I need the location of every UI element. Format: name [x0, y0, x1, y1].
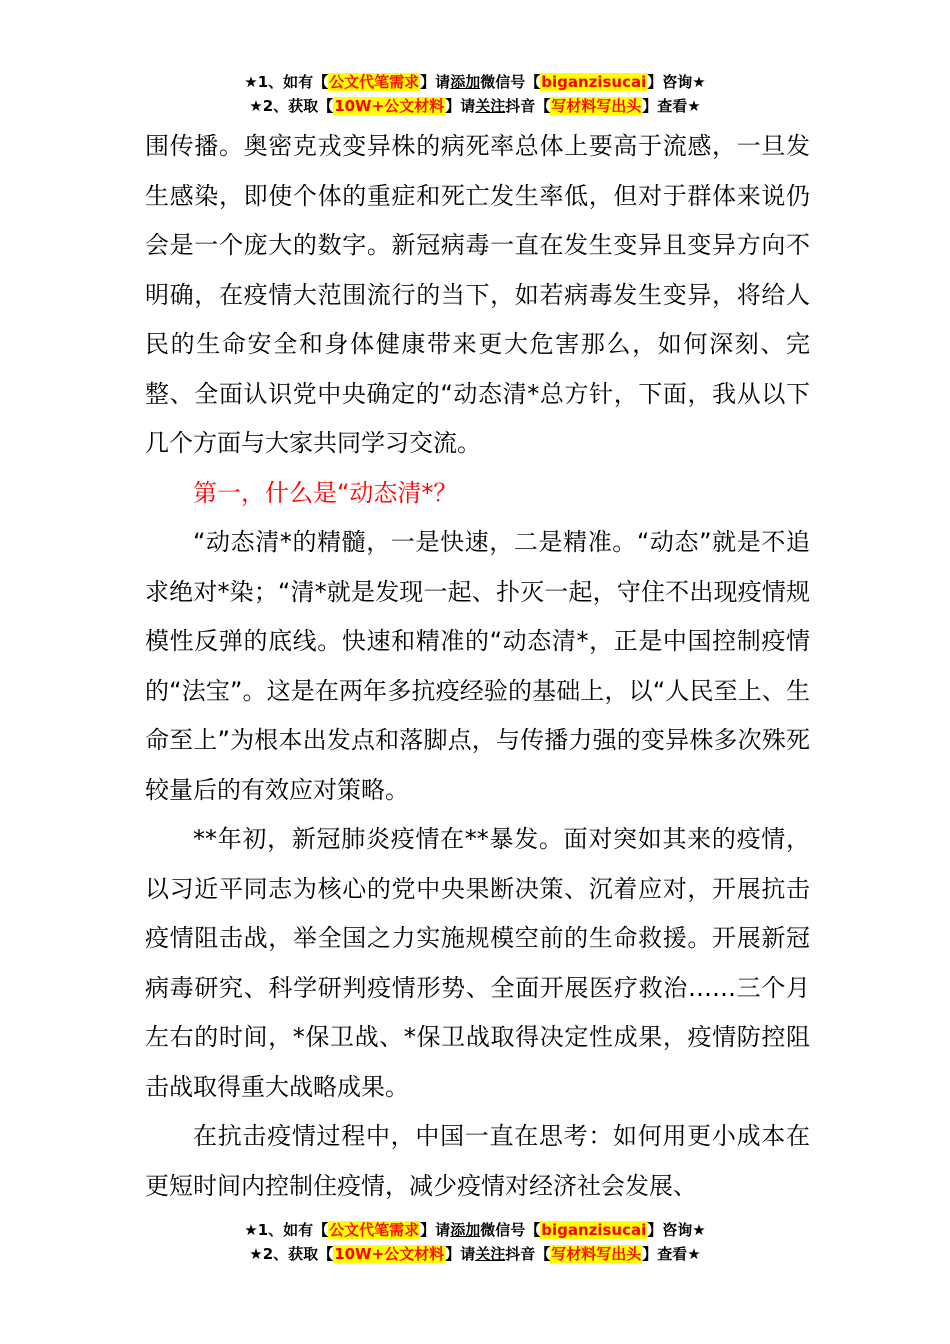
- paragraph-3: **年初，新冠肺炎疫情在**暴发。面对突如其来的疫情，以习近平同志为核心的党中央果断决策、沉着应对，开展抗击疫情阻击战，举全国之力实施规模空前的生命救援。开展新冠病毒研究、科学研判疫情形势、全面开展医疗救治……三个月左右的时间，*保卫战、*保卫战取得决定性成果，疫情防控阻击战取得重大战略成果。: [145, 825, 810, 1101]
- banner-text: 】请: [445, 97, 476, 115]
- banner-text: 】请: [420, 73, 451, 91]
- banner-highlight: 写材料写出头: [551, 97, 642, 115]
- banner-text: 】咨询★: [647, 1221, 706, 1239]
- banner-highlight: 写材料写出头: [551, 1245, 642, 1263]
- paragraph-1: 围传播。奥密克戎变异株的病死率总体上要高于流感，一旦发生感染，即使个体的重症和死亡发生率低，但对于群体来说仍会是一个庞大的数字。新冠病毒一直在发生变异且变异方向不明确，在疫情大范围流行的当下，如若病毒发生变异，将给人民的生命安全和身体健康带来更大危害那么，如何深刻、完整、全面认识党中央确定的“动态清*总方针，下面，我从以下几个方面与大家共同学习交流。: [145, 132, 810, 457]
- banner-line-2: [0, 1242, 950, 1266]
- banner-text: 】查看★: [642, 97, 701, 115]
- banner-line-2: [0, 94, 950, 118]
- banner-underlined: 关注: [475, 1245, 506, 1263]
- footer-banner: [0, 1218, 950, 1266]
- banner-highlight: 10W+公文材料: [334, 97, 445, 115]
- banner-text: 抖音【: [505, 97, 551, 115]
- banner-underlined: 添加: [450, 73, 481, 91]
- header-banner: [0, 70, 950, 118]
- banner-text: 】请: [420, 1221, 451, 1239]
- banner-highlight: 公文代笔需求: [329, 73, 420, 91]
- banner-text: 】查看★: [642, 1245, 701, 1263]
- banner-underlined: 添加: [450, 1221, 481, 1239]
- banner-highlight: 10W+公文材料: [334, 1245, 445, 1263]
- banner-text: 】请: [445, 1245, 476, 1263]
- banner-text: 微信号【: [480, 73, 541, 91]
- banner-text: ★1、如有【: [244, 1221, 329, 1239]
- banner-highlight: biganzisucai: [541, 73, 647, 91]
- document-body: [145, 122, 810, 1211]
- banner-highlight: 公文代笔需求: [329, 1221, 420, 1239]
- banner-line-1: [0, 70, 950, 94]
- banner-text: ★2、获取【: [249, 97, 334, 115]
- section-heading: 第一，什么是“动态清*？: [193, 478, 458, 507]
- banner-underlined: 关注: [475, 97, 506, 115]
- banner-line-1: [0, 1218, 950, 1242]
- banner-text: 微信号【: [480, 1221, 541, 1239]
- paragraph-2: “动态清*的精髓，一是快速，二是精准。“动态”就是不追求绝对*染；“清*就是发现一起、扑灭一起，守住不出现疫情规模性反弹的底线。快速和精准的“动态清*，正是中国控制疫情的“法宝”。这是在两年多抗疫经验的基础上，以“人民至上、生命至上”为根本出发点和落脚点，与传播力强的变异株多次殊死较量后的有效应对策略。: [145, 528, 810, 804]
- banner-text: 抖音【: [505, 1245, 551, 1263]
- banner-text: ★2、获取【: [249, 1245, 334, 1263]
- banner-text: ★1、如有【: [244, 73, 329, 91]
- banner-highlight: biganzisucai: [541, 1221, 647, 1239]
- banner-text: 】咨询★: [647, 73, 706, 91]
- paragraph-4: 在抗击疫情过程中，中国一直在思考：如何用更小成本在更短时间内控制住疫情，减少疫情对经济社会发展、: [145, 1122, 810, 1200]
